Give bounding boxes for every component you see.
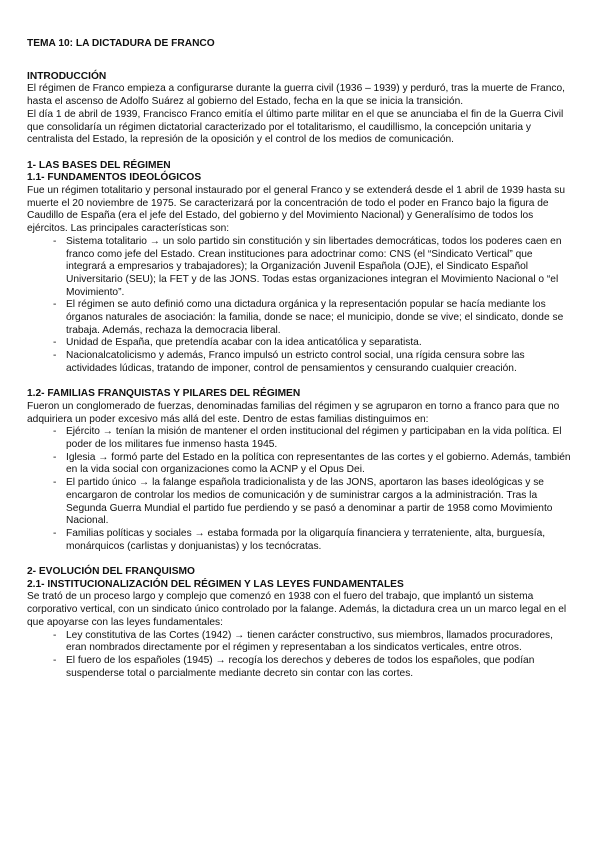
section-2-heading: 2- EVOLUCIÓN DEL FRANQUISMO (27, 566, 195, 578)
intro-paragraph-1: El régimen de Franco empieza a configurarse durante la guerra civil (1936 – 1939) y perduró, tras la muerte de Franco, hasta el ascenso de Adolfo Suárez al gobierno del Estado, fecha en la que se inicia la transición. (27, 83, 565, 108)
list-item: - Ley constitutiva de las Cortes (1942) → tienen carácter constructivo, sus miembros, llamados procuradores, eran nombrados directamente por el régimen y representaban a los sindicatos verticales, entre otros. (53, 630, 572, 655)
section-1-1-heading: 1.1- FUNDAMENTOS IDEOLÓGICOS (27, 172, 202, 184)
section-1-2-paragraph: Fueron un conglomerado de fuerzas, denominadas familias del régimen y se agruparon en torno a franco para que no adquiriera un poder excesivo más allá del este. Dentro de estas familias distinguimos en: (27, 400, 560, 425)
section-2-1-heading: 2.1- INSTITUCIONALIZACIÓN DEL RÉGIMEN Y LAS LEYES FUNDAMENTALES (27, 578, 404, 590)
list-item: - Unidad de España, que pretendía acabar con la idea anticatólica y separatista. (53, 337, 572, 350)
spacer (27, 376, 572, 389)
list-item: - El fuero de los españoles (1945) → recogía los derechos y deberes de todos los españoles, que podían suspenderse total o parcialmente mediante decreto sin contar con las cortes. (53, 655, 572, 680)
section-2-1-paragraph: Se trató de un proceso largo y complejo que comenzó en 1938 con el fuero del trabajo, que implantó un sistema corporativo vertical, con un sindicato único controlado por la falange. Además, la dictadura crea un un marco legal en el que apoyarse con las leyes fundamentales: (27, 591, 567, 628)
list-item: - Familias políticas y sociales → estaba formada por la oligarquía financiera y terrateniente, alta, burguesía, monárquicos (carlistas y donjuanistas) y los tecnócratas. (53, 528, 572, 553)
section-1-1-list (27, 236, 572, 376)
list-item: - Ejército → tenían la misión de mantener el orden institucional del régimen y participaban en la vida política. El poder de los militares fue inmenso hasta 1945. (53, 426, 572, 451)
list-item: - El régimen se auto definió como una dictadura orgánica y la representación popular se hacía mediante los órganos naturales de asociación: la familia, donde se nace; el municipio, donde se vive; el sindicato, donde se trabaja. Además, rechaza la democracia liberal. (53, 299, 572, 337)
section-2-1-list (27, 630, 572, 681)
intro-heading: INTRODUCCIÓN (27, 70, 107, 82)
document-page (27, 38, 572, 680)
section-1-2-heading: 1.2- FAMILIAS FRANQUISTAS Y PILARES DEL RÉGIMEN (27, 388, 301, 400)
section-1-heading: 1- LAS BASES DEL RÉGIMEN (27, 159, 171, 171)
section-1-2-list (27, 426, 572, 553)
list-item: - Sistema totalitario → un solo partido sin constitución y sin libertades democráticas, todos los poderes caen en franco como jefe del Estado. Crean instituciones para adoctrinar como: CNS (el “Sindicato Vertical” que integrará a empresarios y trabajadores); la Organización Juvenil Española (OJE), el Sindicato Español Universitario (SEU); la FET y de las JONS. Todas estas organizaciones integran el Movimiento Nacional o “el Movimiento”. (53, 236, 572, 300)
list-item: - El partido único → la falange española tradicionalista y de las JONS, aportaron las bases ideológicas y se encargaron de controlar los medios de comunicación y de suministrar cargos a la administración. Tras la Segunda Guerra Mundial el partido fue perdiendo y se pasó a denominar a partir de 1958 como Movimiento Nacional. (53, 477, 572, 528)
spacer (27, 147, 572, 160)
list-item: - Iglesia → formó parte del Estado en la política con representantes de las cortes y el gobierno. Además, también en la vida social con organizaciones como la ACNP y el Opus Dei. (53, 452, 572, 477)
intro-paragraph-2: El día 1 de abril de 1939, Francisco Franco emitía el último parte militar en el que se anunciaba el fin de la Guerra Civil que consolidaría un régimen dictatorial caracterizado por el totalitarismo, el caudillismo, la concepción unitaria y centralista del Estado, la represión de la oposición y el control de los medios de comunicación. (27, 108, 564, 146)
document-title: TEMA 10: LA DICTADURA DE FRANCO (27, 38, 215, 49)
spacer (27, 553, 572, 566)
section-1-1-paragraph: Fue un régimen totalitario y personal instaurado por el general Franco y se extenderá desde el 1 abril de 1939 hasta su muerte el 20 noviembre de 1975. Se caracterizará por la concentración de todo el poder en Franco bajo la figura de Caudillo de España (era el jefe del Estado, del gobierno y del Movimiento Nacional) y Generalísimo de todos los ejércitos. Las principales características son: (27, 185, 566, 235)
list-item: - Nacionalcatolicismo y además, Franco impulsó un estricto control social, una rígida censura sobre las actividades lúdicas, tratando de imponer, control de pensamientos y censurando cualquier creación. (53, 350, 572, 375)
